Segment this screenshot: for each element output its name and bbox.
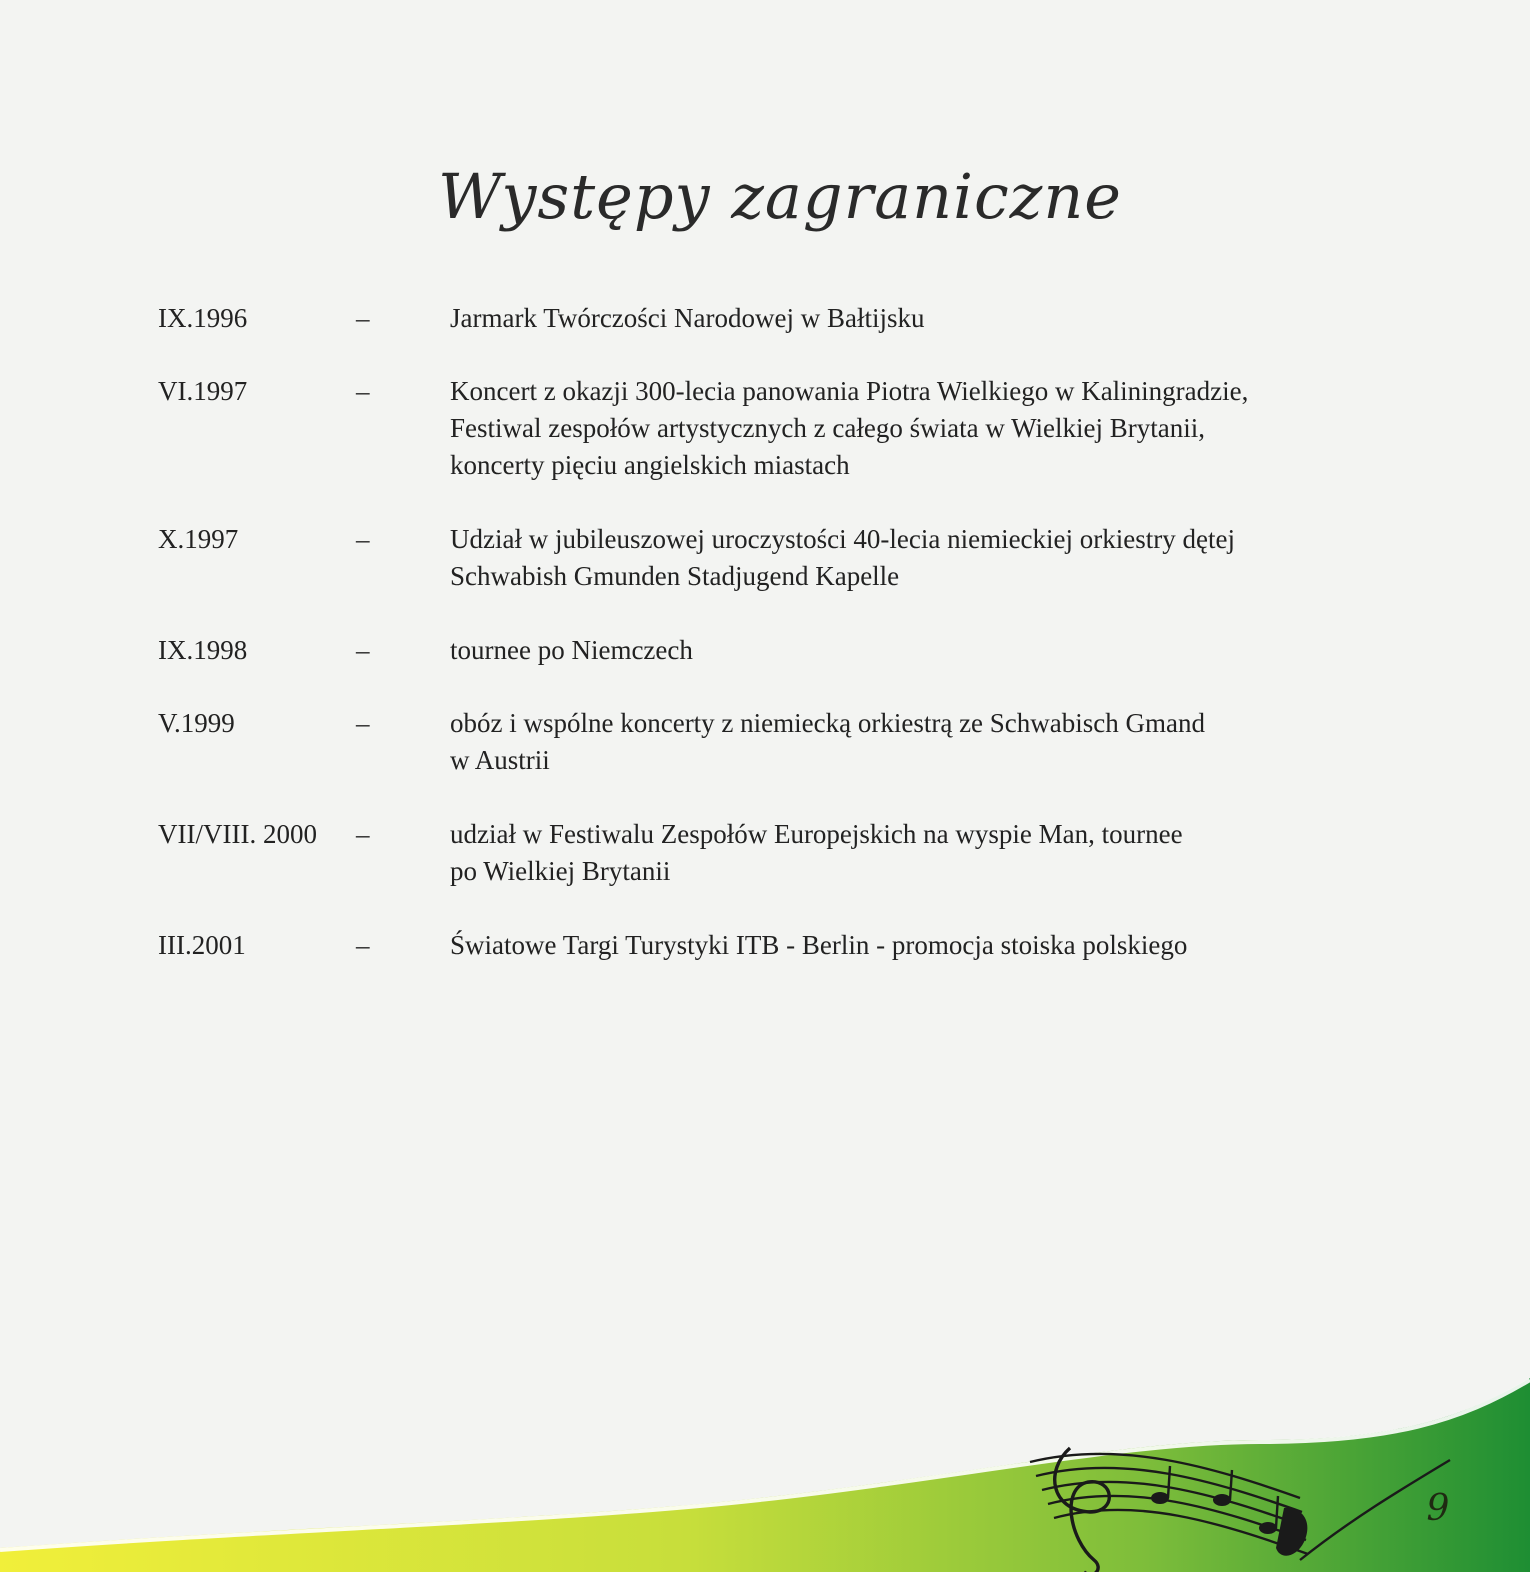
entry-dash: – xyxy=(356,635,370,665)
page-number: 9 xyxy=(1426,1488,1450,1529)
entry-description: udział w Festiwalu Zespołów Europejskich na wyspie Man, tournee po Wielkiej Brytanii xyxy=(450,819,1183,886)
entry-dash: – xyxy=(356,376,370,406)
entry-description: Jarmark Twórczości Narodowej w Bałtijsku xyxy=(450,303,925,333)
entry-description: Światowe Targi Turystyki ITB - Berlin - promocja stoiska polskiego xyxy=(450,930,1188,960)
entry-dash: – xyxy=(356,303,370,333)
entry-description: tournee po Niemczech xyxy=(450,635,693,665)
page-title: Występy zagraniczne xyxy=(438,160,1122,233)
entry-date: V.1999 xyxy=(158,708,235,738)
entry-description: Koncert z okazji 300-lecia panowania Piotra Wielkiego w Kaliningradzie, Festiwal zespołów artystycznych z całego świata w Wielkiej Brytanii, koncerty pięciu angielskich miastach xyxy=(450,376,1249,480)
entry-date: X.1997 xyxy=(158,524,239,554)
entry-description: Udział w jubileuszowej uroczystości 40-lecia niemieckiej orkiestry dętej Schwabish Gmunden Stadjugend Kapelle xyxy=(450,524,1235,591)
entry-date: IX.1998 xyxy=(158,635,248,665)
entry-date: III.2001 xyxy=(158,930,246,960)
entry-dash: – xyxy=(356,930,370,960)
entry-description: obóz i wspólne koncerty z niemiecką orkiestrą ze Schwabisch Gmand w Austrii xyxy=(450,708,1205,775)
entry-dash: – xyxy=(356,708,370,738)
entry-dash: – xyxy=(356,819,370,849)
entry-dash: – xyxy=(356,524,370,554)
entry-date: VII/VIII. 2000 xyxy=(158,819,317,849)
entry-date: VI.1997 xyxy=(158,376,248,406)
entry-date: IX.1996 xyxy=(158,303,248,333)
